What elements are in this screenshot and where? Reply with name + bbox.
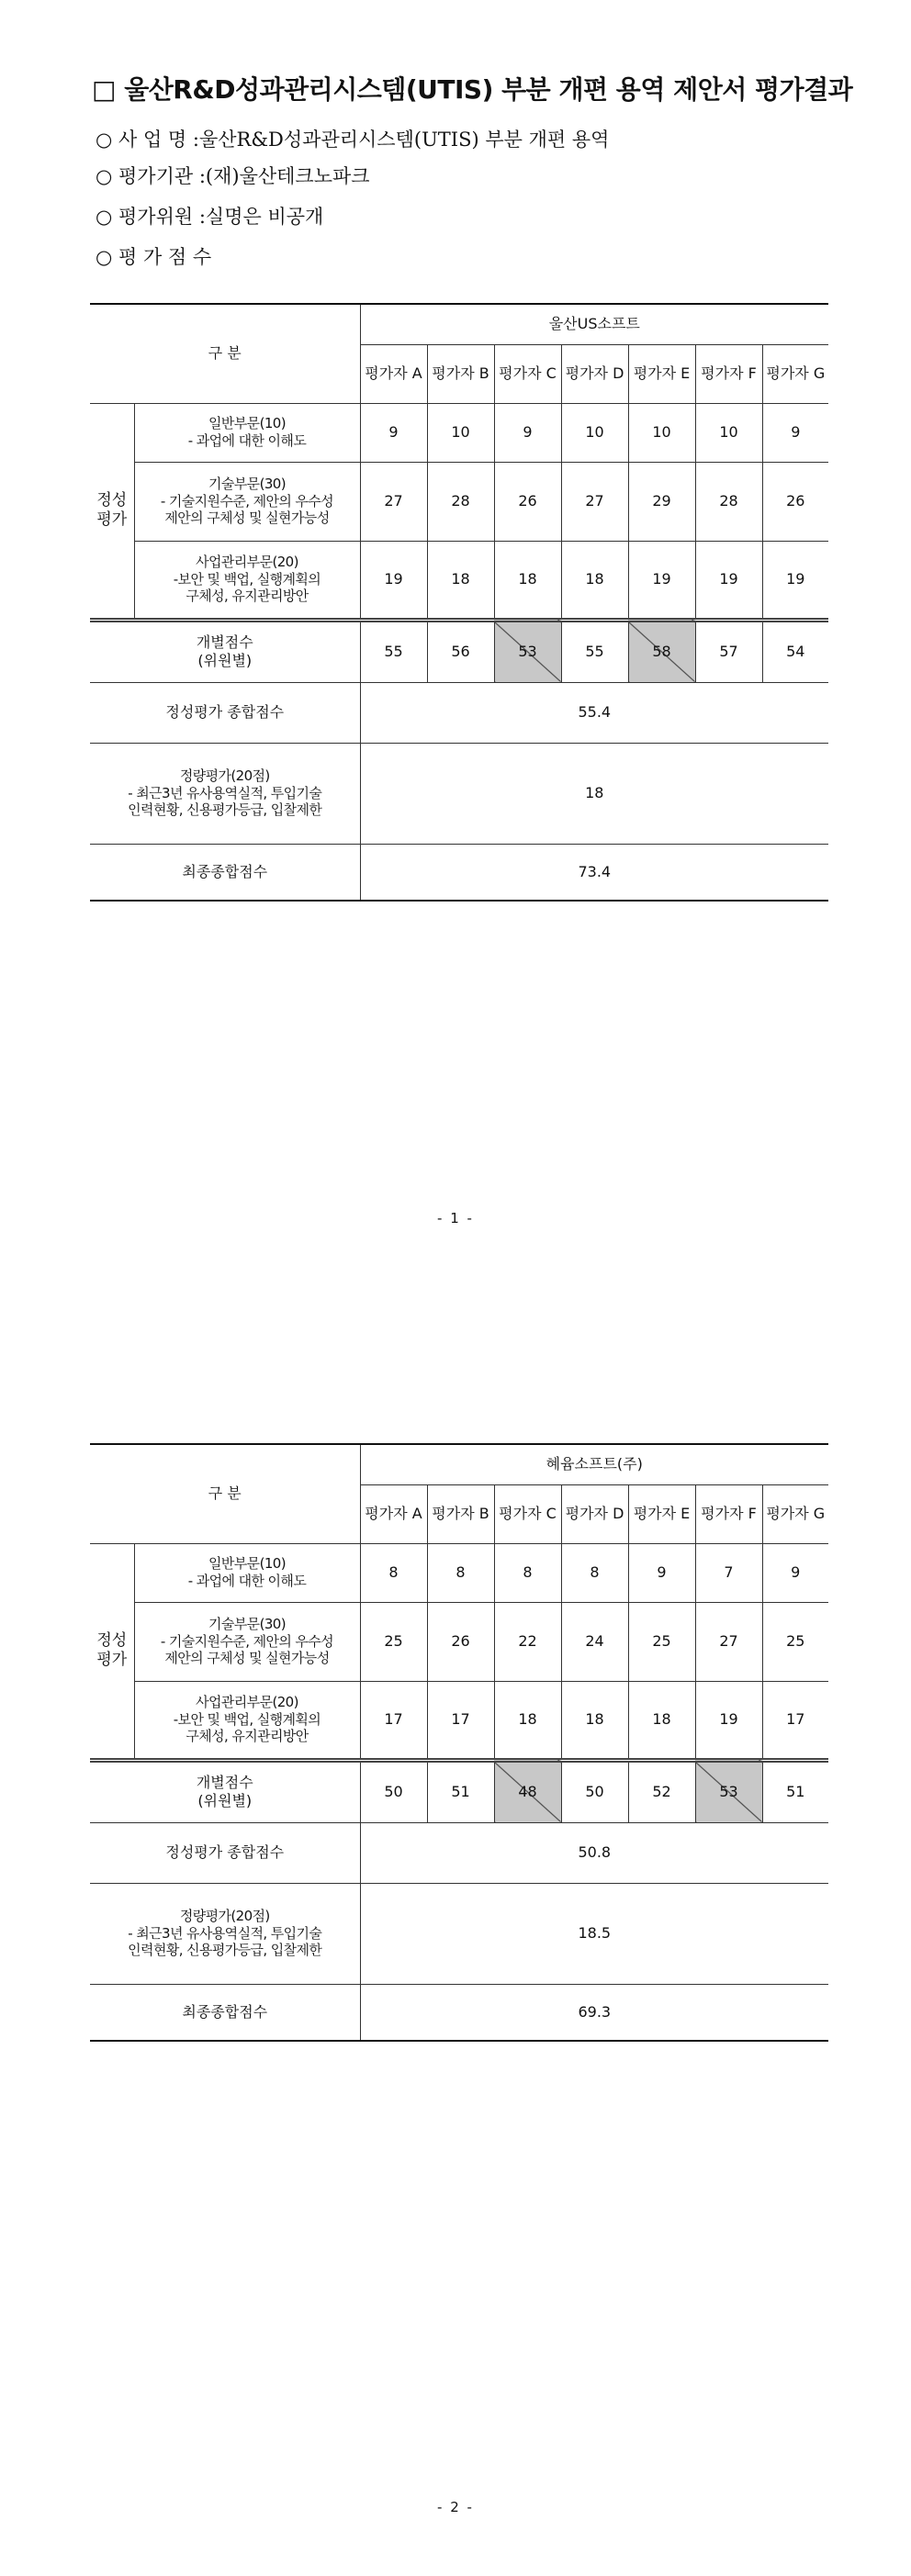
qualitative-side-label: 정성평가 (90, 403, 134, 620)
info-score-heading: ○ 평 가 점 수 (96, 246, 212, 268)
individual-score-cell: 50 (561, 1760, 628, 1822)
individual-score-cell: 57 (695, 620, 762, 682)
score-cell: 26 (427, 1602, 494, 1681)
qual-total-value: 55.4 (360, 682, 828, 743)
qual-total-label: 정성평가 종합점수 (90, 682, 360, 743)
individual-score-cell: 55 (360, 620, 427, 682)
score-cell: 28 (695, 462, 762, 541)
company-name: 혜윰소프트(주) (360, 1444, 828, 1484)
score-cell: 19 (695, 1681, 762, 1760)
evaluator-header: 평가자 D (561, 1484, 628, 1543)
score-cell: 26 (494, 462, 561, 541)
page-title: □ 울산R&D성과관리시스템(UTIS) 부분 개편 용역 제안서 평가결과 (92, 74, 853, 105)
score-cell: 18 (494, 541, 561, 620)
info-project: ○ 사 업 명 :울산R&D성과관리시스템(UTIS) 부분 개편 용역 (96, 129, 610, 151)
score-cell: 28 (427, 462, 494, 541)
company-name: 울산US소프트 (360, 304, 828, 344)
score-cell: 9 (762, 403, 828, 462)
excluded-score-cell: 53 (494, 620, 561, 682)
score-cell: 10 (427, 403, 494, 462)
individual-score-cell: 50 (360, 1760, 427, 1822)
score-cell: 9 (762, 1543, 828, 1602)
score-cell: 8 (494, 1543, 561, 1602)
score-cell: 18 (561, 541, 628, 620)
page-number-2: - 2 - (437, 2499, 474, 2515)
evaluator-header: 평가자 G (762, 344, 828, 403)
quant-label: 정량평가(20점) - 최근3년 유사용역실적, 투입기술 인력현황, 신용평가등급, 입찰제한 (90, 1883, 360, 1984)
info-agency: ○ 평가기관 :(재)울산테크노파크 (96, 165, 370, 187)
evaluator-header: 평가자 F (695, 344, 762, 403)
final-value: 73.4 (360, 844, 828, 901)
evaluator-header: 평가자 B (427, 1484, 494, 1543)
qualitative-side-label: 정성평가 (90, 1543, 134, 1760)
score-cell: 24 (561, 1602, 628, 1681)
individual-score-cell: 51 (427, 1760, 494, 1822)
evaluator-header: 평가자 A (360, 1484, 427, 1543)
score-cell: 9 (494, 403, 561, 462)
score-cell: 8 (561, 1543, 628, 1602)
score-cell: 19 (360, 541, 427, 620)
score-cell: 25 (762, 1602, 828, 1681)
final-label: 최종종합점수 (90, 1984, 360, 2041)
score-table-1 (90, 303, 828, 902)
excluded-score-cell: 58 (628, 620, 695, 682)
qual-total-label: 정성평가 종합점수 (90, 1822, 360, 1883)
criterion-label: 사업관리부문(20) -보안 및 백업, 실행계획의 구체성, 유지관리방안 (134, 541, 360, 620)
score-cell: 17 (360, 1681, 427, 1760)
score-cell: 7 (695, 1543, 762, 1602)
individual-score-label: 개별점수 (위원별) (90, 1760, 360, 1822)
individual-score-cell: 55 (561, 620, 628, 682)
score-cell: 18 (494, 1681, 561, 1760)
score-cell: 25 (628, 1602, 695, 1681)
header-gubun: 구 분 (90, 1444, 360, 1543)
evaluator-header: 평가자 C (494, 1484, 561, 1543)
individual-score-cell: 51 (762, 1760, 828, 1822)
score-cell: 9 (628, 1543, 695, 1602)
evaluator-header: 평가자 D (561, 344, 628, 403)
individual-score-cell: 54 (762, 620, 828, 682)
score-cell: 17 (762, 1681, 828, 1760)
excluded-score-cell: 53 (695, 1760, 762, 1822)
individual-score-cell: 52 (628, 1760, 695, 1822)
individual-score-cell: 56 (427, 620, 494, 682)
qual-total-value: 50.8 (360, 1822, 828, 1883)
score-cell: 25 (360, 1602, 427, 1681)
score-cell: 18 (561, 1681, 628, 1760)
evaluator-header: 평가자 C (494, 344, 561, 403)
score-cell: 8 (427, 1543, 494, 1602)
criterion-label: 기술부문(30) - 기술지원수준, 제안의 우수성 제안의 구체성 및 실현가능성 (134, 462, 360, 541)
info-evaluators: ○ 평가위원 :실명은 비공개 (96, 206, 324, 228)
criterion-label: 기술부문(30) - 기술지원수준, 제안의 우수성 제안의 구체성 및 실현가능성 (134, 1602, 360, 1681)
criterion-label: 일반부문(10) - 과업에 대한 이해도 (134, 403, 360, 462)
score-cell: 9 (360, 403, 427, 462)
score-cell: 18 (427, 541, 494, 620)
evaluator-header: 평가자 F (695, 1484, 762, 1543)
evaluator-header: 평가자 A (360, 344, 427, 403)
header-gubun: 구 분 (90, 304, 360, 403)
individual-score-label: 개별점수 (위원별) (90, 620, 360, 682)
evaluator-header: 평가자 B (427, 344, 494, 403)
score-cell: 19 (695, 541, 762, 620)
score-cell: 18 (628, 1681, 695, 1760)
evaluator-header: 평가자 G (762, 1484, 828, 1543)
score-cell: 26 (762, 462, 828, 541)
score-cell: 27 (561, 462, 628, 541)
score-table-2 (90, 1443, 828, 2042)
final-label: 최종종합점수 (90, 844, 360, 901)
score-cell: 17 (427, 1681, 494, 1760)
score-cell: 29 (628, 462, 695, 541)
score-cell: 10 (561, 403, 628, 462)
score-cell: 19 (762, 541, 828, 620)
score-cell: 22 (494, 1602, 561, 1681)
score-cell: 27 (695, 1602, 762, 1681)
page-number-1: - 1 - (437, 1210, 474, 1226)
evaluator-header: 평가자 E (628, 1484, 695, 1543)
excluded-score-cell: 48 (494, 1760, 561, 1822)
quant-label: 정량평가(20점) - 최근3년 유사용역실적, 투입기술 인력현황, 신용평가등급, 입찰제한 (90, 743, 360, 844)
quant-value: 18.5 (360, 1883, 828, 1984)
score-cell: 10 (628, 403, 695, 462)
score-cell: 27 (360, 462, 427, 541)
quant-value: 18 (360, 743, 828, 844)
criterion-label: 일반부문(10) - 과업에 대한 이해도 (134, 1543, 360, 1602)
evaluator-header: 평가자 E (628, 344, 695, 403)
score-cell: 19 (628, 541, 695, 620)
score-cell: 8 (360, 1543, 427, 1602)
score-cell: 10 (695, 403, 762, 462)
final-value: 69.3 (360, 1984, 828, 2041)
criterion-label: 사업관리부문(20) -보안 및 백업, 실행계획의 구체성, 유지관리방안 (134, 1681, 360, 1760)
